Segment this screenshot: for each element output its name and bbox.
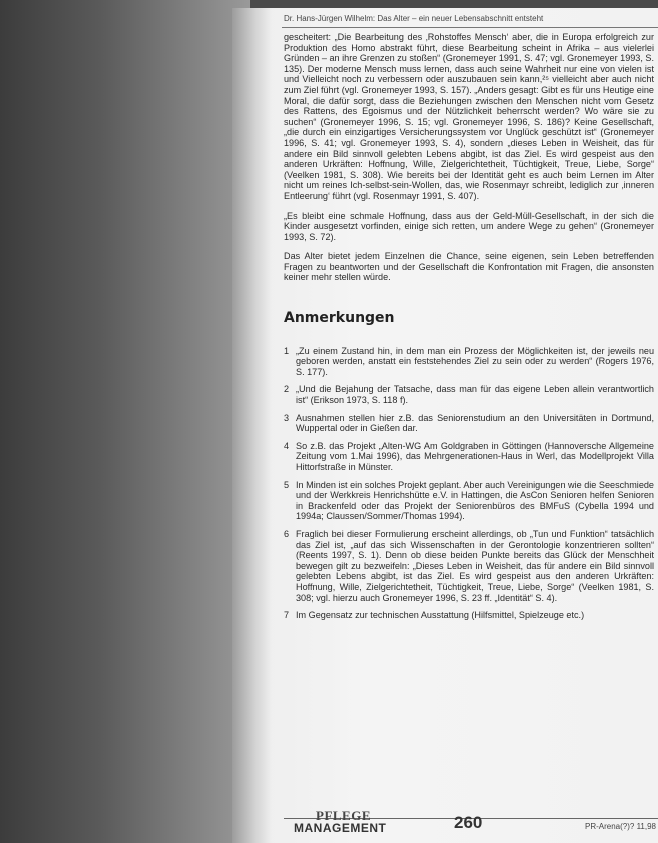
note-text: „Und die Bejahung der Tatsache, dass man für das eigene Leben allein verantwortlich ist“ (Erikson 1973, S. 118 f).: [296, 384, 654, 406]
paragraph: gescheitert: „Die Bearbeitung des ‚Rohstoffes Mensch‘ aber, die in Europa erfolgreich zur Produktion des Homo abstrakt führt, diese Bearbeitung scheint in Afrika – aus vielerlei Gründen – an ihre Grenzen zu stoßen“ (Gronemeyer 1991, S. 47; vgl. Gronemeyer 1993, S. 135). Der moderne Mensch muss lernen, dass auch seine Wahrheit nur eine von vielen ist und Vielleicht noch zu verbessern oder auszubauen sein kann,²⁵ vielleicht aber auch nicht zum Ziel führt (vgl. Gronemeyer 1993, S. 157). „Anders gesagt: Gibt es für uns Heutige eine Moral, die dafür sorgt, dass die Beziehungen zwischen den Menschen nicht vom Gesetz des Rattens, des Egoismus und der Nützlichkeit beherrscht werden? Wo wäre sie zu suchen“ (Gronemeyer 1996, S. 15; vgl. Gronemeyer 1996, S. 186)? Keine Gesellschaft, „die durch ein einzigartiges Versicherungssystem vor Unglück geschützt ist“ (Gronemeyer 1996, S. 41; vgl. Gronemeyer 1993, S. 4), sondern „dieses Leben in Weisheit, das für andere ein Bild sinnvoll gelebten Lebens abgibt, ist das Ziel. Es wird gespeist aus den anderen Urkräften: Hoffnung, Wille, Zielgerichtetheit, Tüchtigkeit, Treue, Liebe, Sorge“ (Veelken 1981, S. 308). Wie bereits bei der Identität geht es auch beim Lernen im Alter nicht um reines Ich-selbst-sein-Wollen, das, wie Rosenmayr schreibt, lediglich zur ‚inneren Entleerung‘ führt (vgl. Rosenmayr 1991, S. 407).: [284, 32, 655, 201]
running-head: Dr. Hans-Jürgen Wilhelm: Das Alter – ein neuer Lebensabschnitt entsteht: [284, 14, 544, 23]
note-item: [284, 413, 654, 434]
note-number: 3: [284, 412, 290, 423]
note-text: „Zu einem Zustand hin, in dem man ein Prozess der Möglichkeiten ist, der jeweils neu geboren werden, anstatt ein feststehendes Ziel zu sein oder zu werden“ (Rogers 1976, S. 177).: [296, 345, 654, 377]
note-text: In Minden ist ein solches Projekt geplant. Aber auch Vereinigungen wie die Seeschmiede und der Werkkreis Henrichshütte e.V. in Hattingen, die AsCon Senioren helfen Senioren in Brackenfeld oder das Projekt der Seniorenbüros des BMFuS (Cybella 1994 und 1994a; Claussen/Sommer/Thomas 1994).: [296, 479, 654, 522]
note-number: 1: [284, 345, 290, 356]
note-text: Fraglich bei dieser Formulierung erscheint allerdings, ob „Tun und Funktion“ tatsächlich das Ziel ist, „auf das sich Wissenschaften in der Gerontologie konzentrieren sollten“ (Reents 1997, S. 1). Denn ob diese beiden Punkte bereits das Glück der Menschheit bewegen gilt zu bezweifeln: „Dieses Leben in Weisheit, das für andere ein Bild sinnvoll gelebten Lebens abgibt, ist das Ziel. Es wird gespeist aus den anderen Urkräften: Hoffnung, Wille, Zielgerichtetheit, Tüchtigkeit, Treue, Liebe, Sorge“ (Veelken 1981, S. 308; vgl. hierzu auch Gronemeyer 1996, S. 23 ff. „Identität“ S. 4).: [296, 528, 654, 603]
notes-heading: Anmerkungen: [284, 310, 395, 327]
note-text: Ausnahmen stellen hier z.B. das Seniorenstudium an den Universitäten in Dortmund, Wuppertal oder in Gießen dar.: [296, 412, 654, 434]
note-text: So z.B. das Projekt „Alten-WG Am Goldgraben in Göttingen (Hannoversche Allgemeine Zeitung vom 1.Mai 1996), das Mehrgenerationen-Haus in Werl, das Modellprojekt Villa Hittorfstraße in Münster.: [296, 440, 654, 472]
note-item: [284, 610, 654, 621]
note-item: [284, 346, 654, 378]
note-item: [284, 384, 654, 405]
journal-logo-bottom: MANAGEMENT: [294, 821, 387, 835]
note-number: 2: [284, 384, 290, 395]
note-number: 5: [284, 479, 290, 490]
note-text: Im Gegensatz zur technischen Ausstattung (Hilfsmittel, Spielzeuge etc.): [296, 610, 585, 621]
book-spine-shadow: [0, 0, 250, 843]
notes-list: [284, 346, 654, 621]
note-number: 4: [284, 440, 290, 451]
paragraph: Das Alter bietet jedem Einzelnen die Chance, seine eigenen, sein Leben betreffenden Fragen zu beantworten und der Gesellschaft die Konfrontation mit Fragen, die ansonsten keiner mehr stellen würde.: [284, 251, 654, 283]
paragraph: „Es bleibt eine schmale Hoffnung, dass aus der Geld-Müll-Gesellschaft, in der sich die Kinder ausgesetzt vorfinden, einige sich retten, um andere Wege zu gehen“ (Gronemeyer 1993, S. 72).: [284, 210, 654, 242]
note-number: 6: [284, 528, 290, 539]
page-footer: [284, 808, 658, 843]
note-number: 7: [284, 610, 290, 621]
book-page: [232, 8, 658, 843]
note-item: [284, 480, 654, 522]
body-text: [284, 32, 654, 628]
page-number: 260: [454, 813, 483, 832]
note-item: [284, 529, 654, 603]
journal-logo-top: PFLEGE: [316, 808, 372, 823]
header-rule: [282, 27, 658, 28]
issue-label: PR-Arena(?)? 11,98: [585, 822, 656, 831]
note-item: [284, 441, 654, 473]
